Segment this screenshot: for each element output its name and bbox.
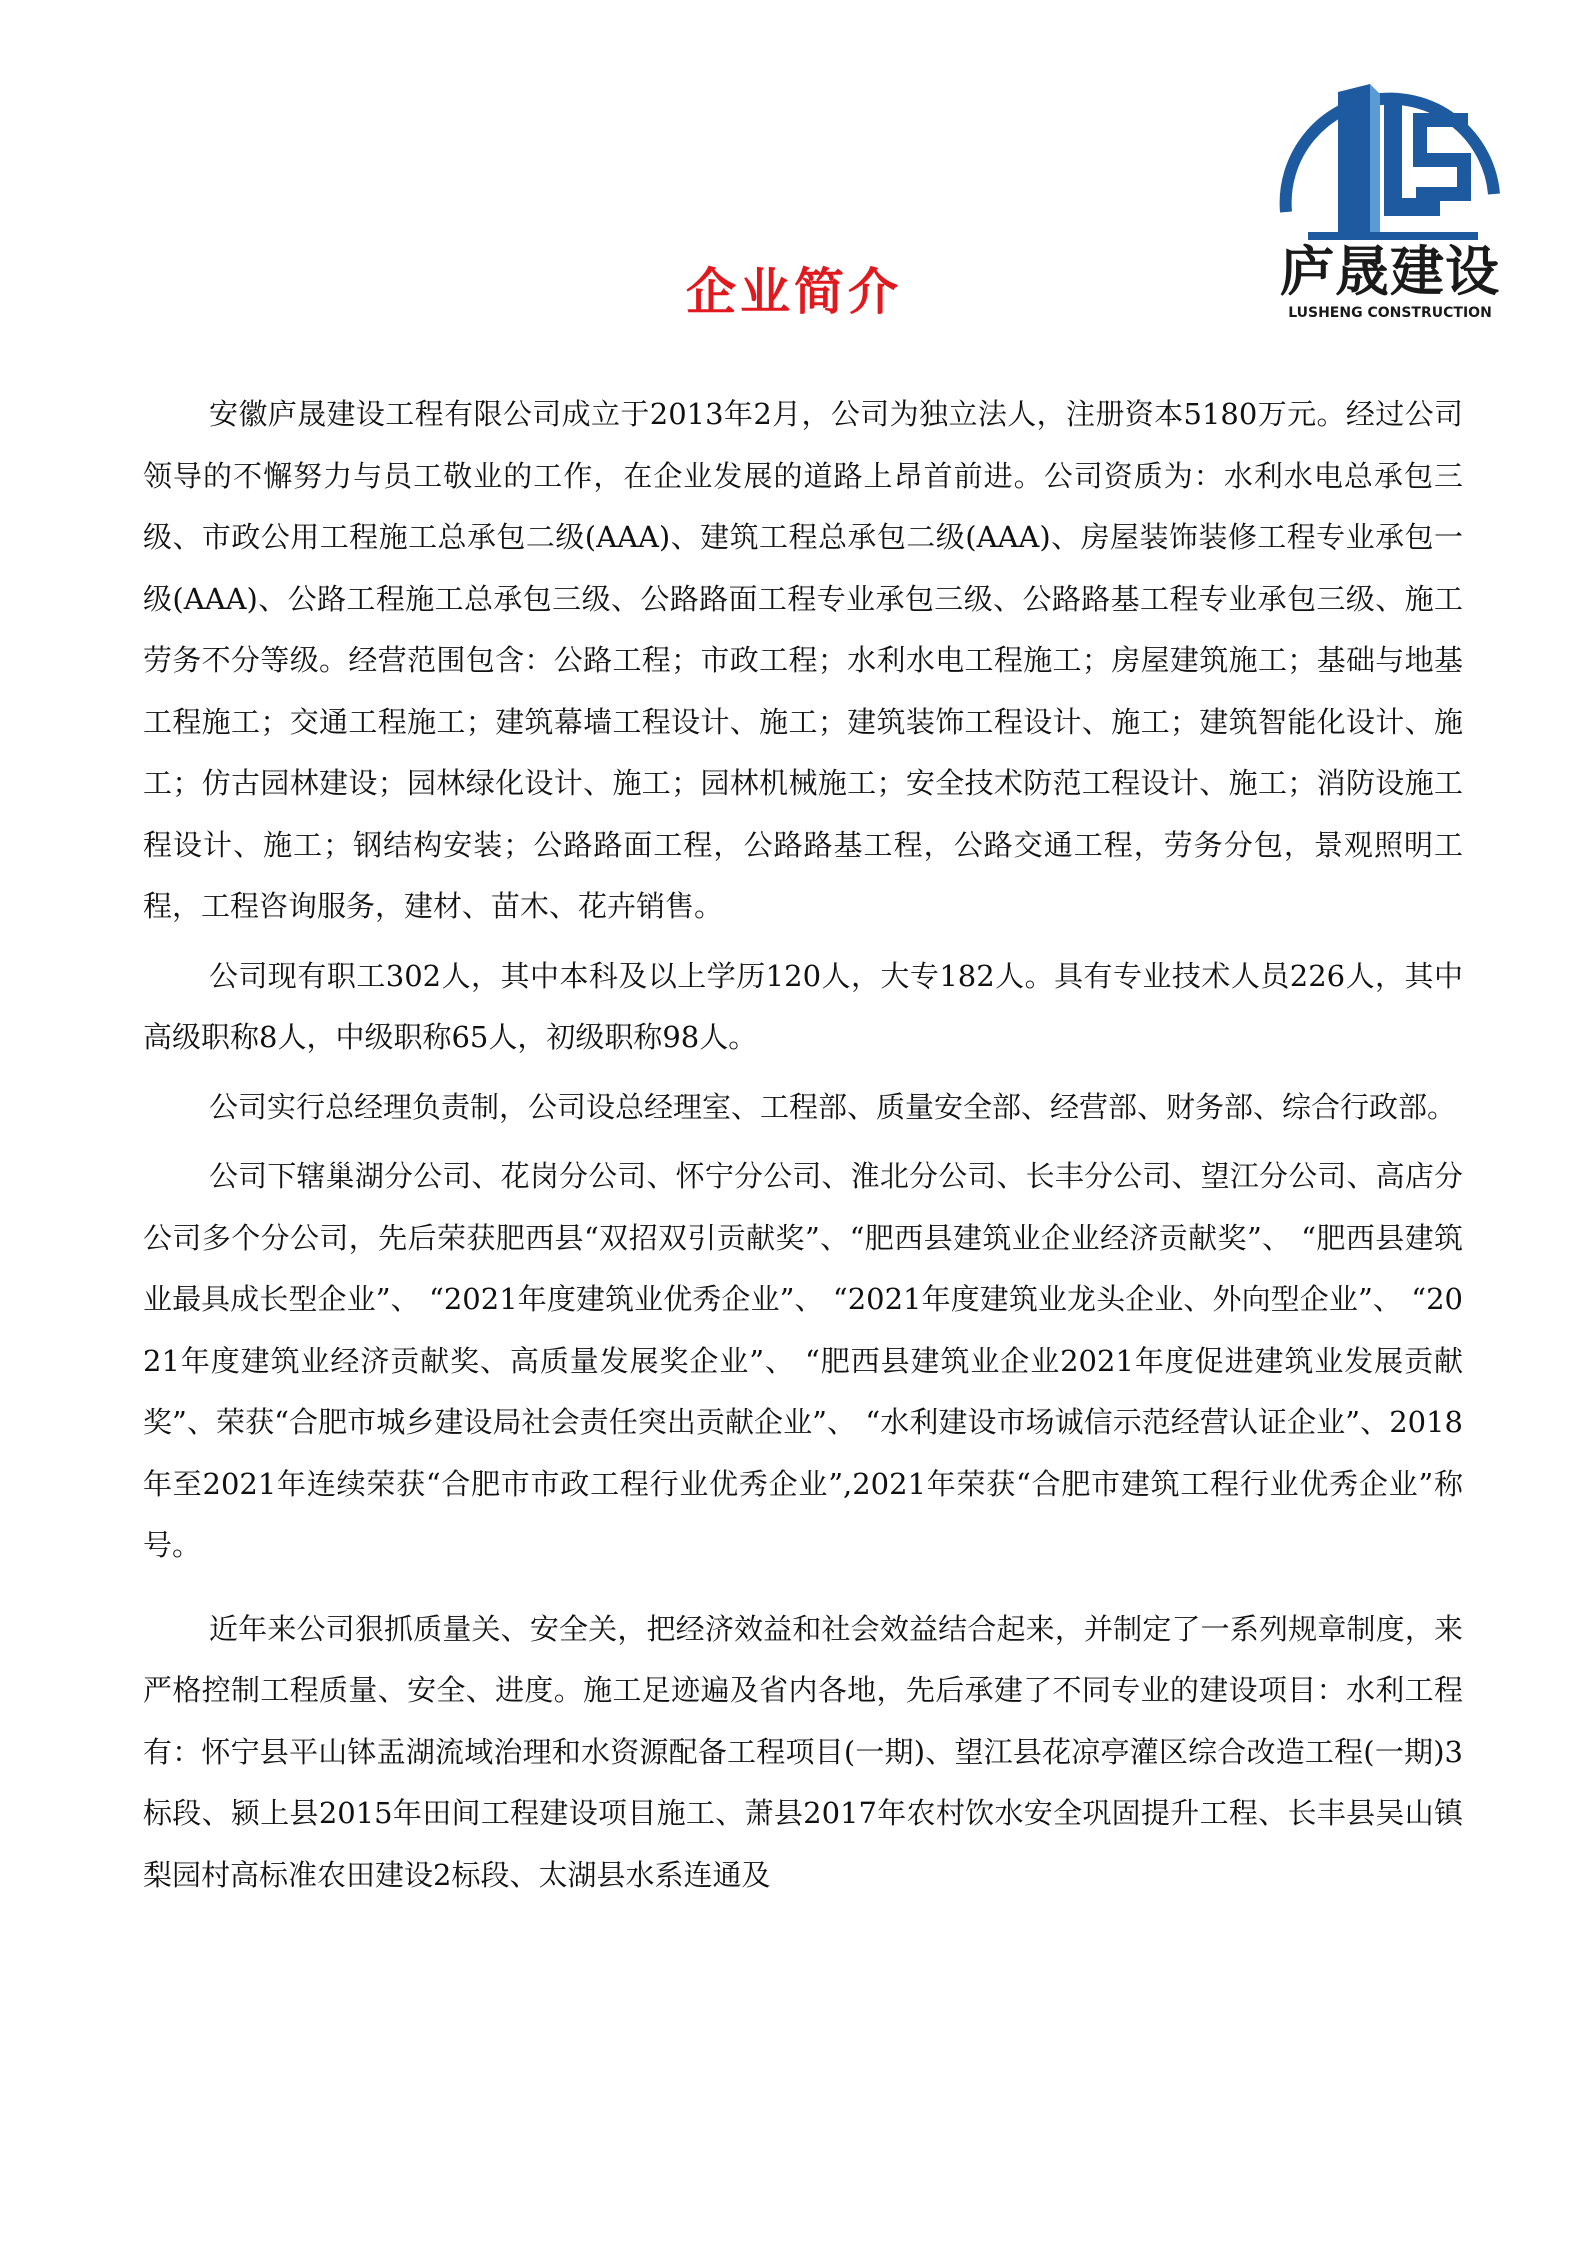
logo-tower-icon (1338, 84, 1370, 238)
paragraph-organization: 公司实行总经理负责制，公司设总经理室、工程部、质量安全部、经营部、财务部、综合行政部。 (209, 1089, 1457, 1124)
paragraph-branches-awards: 公司下辖巢湖分公司、花岗分公司、怀宁分公司、淮北分公司、长丰分公司、望江分公司、高店分公司多个分公司，先后荣获肥西县“双招双引贡献奖”、“肥西县建筑业企业经济贡献奖”、 “肥西县建筑业最具成长型企业”、 “2021年度建筑业优秀企业”、 “2021年度建筑业龙头企业、外向型企业”、 “2021年度建筑业经济贡献奖、高质量发展奖企业”、 “肥西县建筑业企业2021年度促进建筑业发展贡献奖”、荣获“合肥市城乡建设局社会责任突出贡献企业”、 “水利建设市场诚信示范经营认证企业”、2018年至2021年连续荣获“合肥市市政工程行业优秀企业”,2021年荣获“合肥市建筑工程行业优秀企业”称号。 (143, 1159, 1463, 1562)
logo-name-cn: 庐晟建设 (1280, 240, 1500, 303)
page-title: 企业简介 (686, 262, 902, 321)
paragraph-staff: 公司现有职工302人，其中本科及以上学历120人，大专182人。具有专业技术人员226人，其中高级职称8人，中级职称65人，初级职称98人。 (143, 958, 1463, 1054)
document-body (143, 384, 1463, 1906)
paragraph-overview: 安徽庐晟建设工程有限公司成立于2013年2月，公司为独立法人，注册资本5180万元。经过公司领导的不懈努力与员工敬业的工作，在企业发展的道路上昂首前进。公司资质为：水利水电总承包三级、市政公用工程施工总承包二级(AAA)、建筑工程总承包二级(AAA)、房屋装饰装修工程专业承包一级(AAA)、公路工程施工总承包三级、公路路面工程专业承包三级、公路路基工程专业承包三级、施工劳务不分等级。经营范围包含：公路工程；市政工程；水利水电工程施工；房屋建筑施工；基础与地基工程施工；交通工程施工；建筑幕墙工程设计、施工；建筑装饰工程设计、施工；建筑智能化设计、施工；仿古园林建设；园林绿化设计、施工；园林机械施工；安全技术防范工程设计、施工；消防设施工程设计、施工；钢结构安装；公路路面工程，公路路基工程，公路交通工程，劳务分包，景观照明工程，工程咨询服务，建材、苗木、花卉销售。 (143, 397, 1463, 923)
paragraph-projects: 近年来公司狠抓质量关、安全关，把经济效益和社会效益结合起来，并制定了一系列规章制度，来严格控制工程质量、安全、进度。施工足迹遍及省内各地，先后承建了不同专业的建设项目：水利工程有：怀宁县平山钵盂湖流域治理和水资源配备工程项目(一期)、望江县花凉亭灌区综合改造工程(一期)3标段、颍上县2015年田间工程建设项目施工、萧县2017年农村饮水安全巩固提升工程、长丰县吴山镇梨园村高标准农田建设2标段、太湖县水系连通及 (143, 1611, 1463, 1892)
logo-name-en: LUSHENG CONSTRUCTION (1288, 305, 1492, 321)
logo-emblem-icon (1268, 82, 1512, 242)
